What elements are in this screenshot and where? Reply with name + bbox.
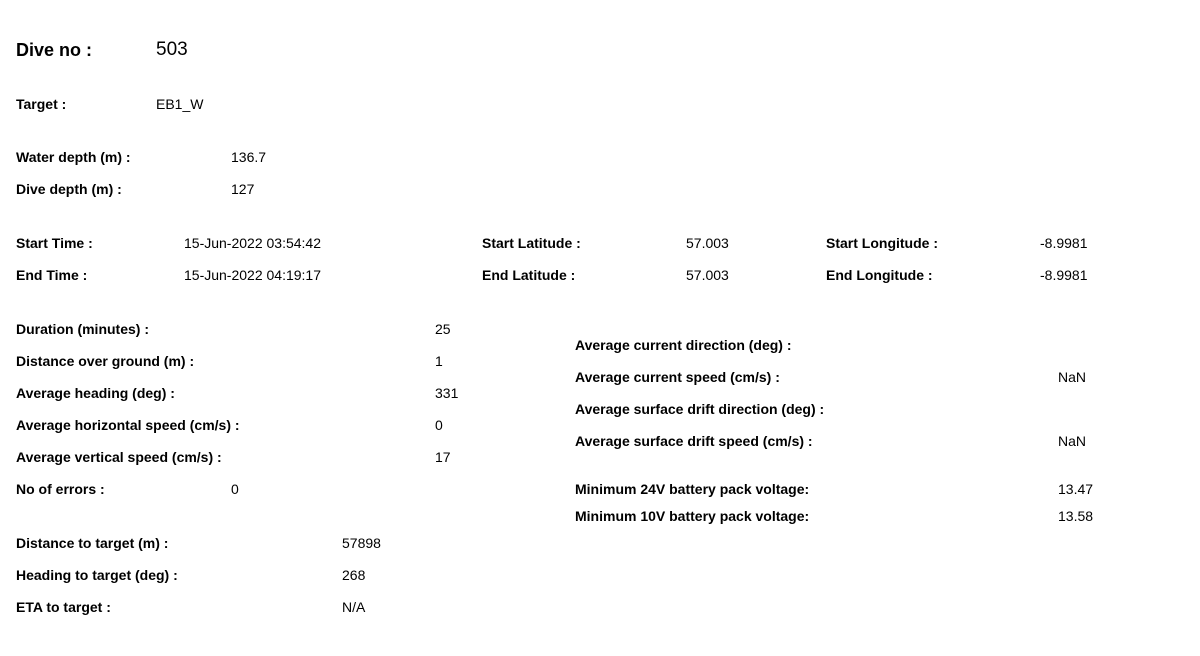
average-vertical-speed-value: 17 [435, 449, 451, 465]
dive-no-value: 503 [156, 39, 188, 60]
current-speed-label: Average current speed (cm/s) : [575, 369, 780, 385]
start-longitude-value: -8.9981 [1040, 235, 1088, 251]
end-latitude-value: 57.003 [686, 267, 729, 283]
distance-to-target-value: 57898 [342, 535, 381, 551]
target-label: Target : [16, 96, 67, 112]
surface-drift-speed-label: Average surface drift speed (cm/s) : [575, 433, 813, 449]
average-heading-value: 331 [435, 385, 459, 401]
dive-depth-value: 127 [231, 181, 255, 197]
duration-label: Duration (minutes) : [16, 321, 149, 337]
water-depth-label: Water depth (m) : [16, 149, 131, 165]
duration-value: 25 [435, 321, 451, 337]
errors-value: 0 [231, 481, 239, 497]
eta-to-target-value: N/A [342, 599, 366, 615]
start-time-value: 15-Jun-2022 03:54:42 [184, 235, 321, 251]
average-heading-label: Average heading (deg) : [16, 385, 175, 401]
current-direction-label: Average current direction (deg) : [575, 337, 792, 353]
battery-10v-value: 13.58 [1058, 508, 1094, 524]
distance-over-ground-label: Distance over ground (m) : [16, 353, 195, 369]
dive-no-label: Dive no : [16, 40, 93, 60]
current-speed-value: NaN [1058, 369, 1087, 385]
surface-drift-speed-value: NaN [1058, 433, 1087, 449]
dive-depth-label: Dive depth (m) : [16, 181, 122, 197]
water-depth-value: 136.7 [231, 149, 267, 165]
average-vertical-speed-label: Average vertical speed (cm/s) : [16, 449, 222, 465]
start-longitude-label: Start Longitude : [826, 235, 938, 251]
target-value: EB1_W [156, 96, 204, 112]
average-horizontal-speed-value: 0 [435, 417, 443, 433]
end-time-label: End Time : [16, 267, 88, 283]
distance-to-target-label: Distance to target (m) : [16, 535, 169, 551]
surface-drift-direction-label: Average surface drift direction (deg) : [575, 401, 825, 417]
errors-label: No of errors : [16, 481, 105, 497]
end-longitude-label: End Longitude : [826, 267, 933, 283]
start-latitude-value: 57.003 [686, 235, 729, 251]
distance-over-ground-value: 1 [435, 353, 443, 369]
heading-to-target-value: 268 [342, 567, 366, 583]
heading-to-target-label: Heading to target (deg) : [16, 567, 178, 583]
eta-to-target-label: ETA to target : [16, 599, 111, 615]
end-longitude-value: -8.9981 [1040, 267, 1088, 283]
end-latitude-label: End Latitude : [482, 267, 576, 283]
battery-10v-label: Minimum 10V battery pack voltage: [575, 508, 810, 524]
battery-24v-label: Minimum 24V battery pack voltage: [575, 481, 810, 497]
average-horizontal-speed-label: Average horizontal speed (cm/s) : [16, 417, 240, 433]
battery-24v-value: 13.47 [1058, 481, 1094, 497]
start-latitude-label: Start Latitude : [482, 235, 581, 251]
end-time-value: 15-Jun-2022 04:19:17 [184, 267, 321, 283]
start-time-label: Start Time : [16, 235, 93, 251]
